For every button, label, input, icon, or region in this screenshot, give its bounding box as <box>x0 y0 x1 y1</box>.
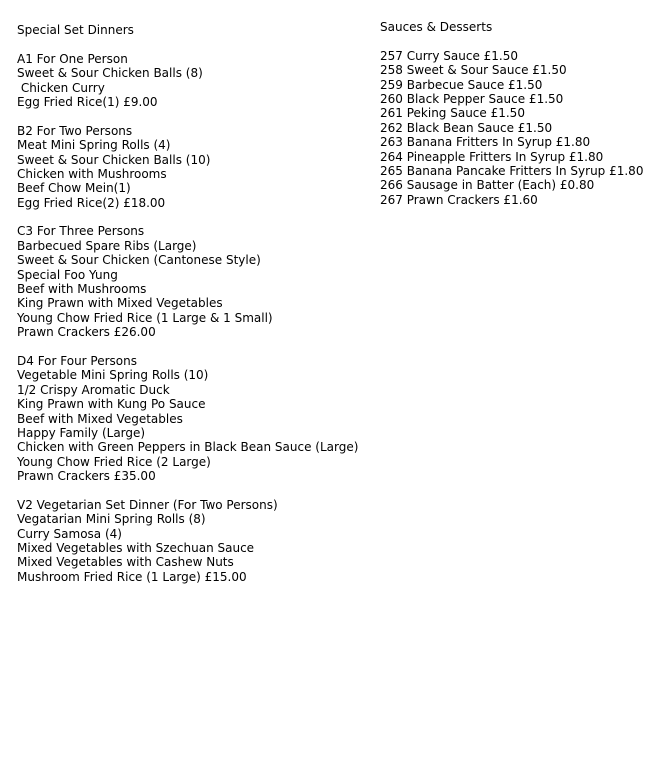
menu-item: 259 Barbecue Sauce £1.50 <box>380 77 543 92</box>
set-dinner-item: Meat Mini Spring Rolls (4) <box>17 138 171 153</box>
set-dinner-title: B2 For Two Persons <box>17 123 133 138</box>
menu-item: 264 Pineapple Fritters In Syrup £1.80 <box>380 149 604 164</box>
set-dinner-item: Curry Samosa (4) <box>17 526 122 541</box>
set-dinner-item: Egg Fried Rice(2) £18.00 <box>17 195 166 210</box>
set-dinner-item: Chicken Curry <box>17 80 105 95</box>
set-dinner-title: V2 Vegetarian Set Dinner (For Two Persons) <box>17 497 278 512</box>
set-dinner-item: 1/2 Crispy Aromatic Duck <box>17 382 170 397</box>
set-dinner-block <box>17 124 362 210</box>
set-dinner-block <box>17 52 362 110</box>
set-dinner-item: Happy Family (Large) <box>17 425 146 440</box>
menu-item: 258 Sweet & Sour Sauce £1.50 <box>380 63 567 78</box>
sauces-desserts-heading: Sauces & Desserts <box>380 20 493 34</box>
set-dinner-item: Egg Fried Rice(1) £9.00 <box>17 94 158 109</box>
set-dinner-item: Mixed Vegetables with Cashew Nuts <box>17 555 234 570</box>
menu-item: 267 Prawn Crackers £1.60 <box>380 192 538 207</box>
set-dinner-item: Beef with Mushrooms <box>17 282 147 297</box>
set-dinner-item: Barbecued Spare Ribs (Large) <box>17 238 197 253</box>
menu-item: 263 Banana Fritters In Syrup £1.80 <box>380 135 591 150</box>
sauces-desserts-list <box>380 48 644 207</box>
set-dinner-item: Young Chow Fried Rice (1 Large & 1 Small) <box>17 310 273 325</box>
set-dinner-block <box>17 354 362 484</box>
set-dinner-item: Mushroom Fried Rice (1 Large) £15.00 <box>17 569 247 584</box>
set-dinner-block <box>17 498 362 584</box>
set-dinner-title: A1 For One Person <box>17 51 128 66</box>
set-dinner-item: Young Chow Fried Rice (2 Large) <box>17 454 211 469</box>
set-dinner-item: Vegatarian Mini Spring Rolls (8) <box>17 512 206 527</box>
menu-item: 257 Curry Sauce £1.50 <box>380 48 518 63</box>
set-dinner-item: King Prawn with Mixed Vegetables <box>17 296 223 311</box>
set-dinners-list <box>17 52 362 584</box>
menu-item: 260 Black Pepper Sauce £1.50 <box>380 91 564 106</box>
set-dinner-item: Sweet & Sour Chicken (Cantonese Style) <box>17 253 261 268</box>
set-dinner-item: Sweet & Sour Chicken Balls (8) <box>17 66 203 81</box>
set-dinner-item: Beef Chow Mein(1) <box>17 181 131 196</box>
set-dinner-item: Prawn Crackers £26.00 <box>17 325 156 340</box>
set-dinner-item: Vegetable Mini Spring Rolls (10) <box>17 368 209 383</box>
set-dinner-item: King Prawn with Kung Po Sauce <box>17 397 206 412</box>
set-dinner-title: C3 For Three Persons <box>17 224 145 239</box>
set-dinner-title: D4 For Four Persons <box>17 353 137 368</box>
set-dinner-item: Sweet & Sour Chicken Balls (10) <box>17 152 211 167</box>
set-dinner-item: Mixed Vegetables with Szechuan Sauce <box>17 541 255 556</box>
set-dinner-item: Chicken with Mushrooms <box>17 166 167 181</box>
menu-item: 262 Black Bean Sauce £1.50 <box>380 120 553 135</box>
set-dinners-heading: Special Set Dinners <box>17 23 134 37</box>
set-dinner-item: Special Foo Yung <box>17 267 118 282</box>
sauces-desserts-column <box>380 20 644 207</box>
set-dinner-item: Chicken with Green Peppers in Black Bean Sauce (Large) <box>17 440 359 455</box>
set-dinners-column <box>17 23 362 584</box>
menu-item: 261 Peking Sauce £1.50 <box>380 106 525 121</box>
set-dinner-item: Beef with Mixed Vegetables <box>17 411 183 426</box>
menu-item: 265 Banana Pancake Fritters In Syrup £1.80 <box>380 163 644 178</box>
set-dinner-item: Prawn Crackers £35.00 <box>17 469 156 484</box>
menu-item: 266 Sausage in Batter (Each) £0.80 <box>380 178 595 193</box>
set-dinner-block <box>17 224 362 339</box>
